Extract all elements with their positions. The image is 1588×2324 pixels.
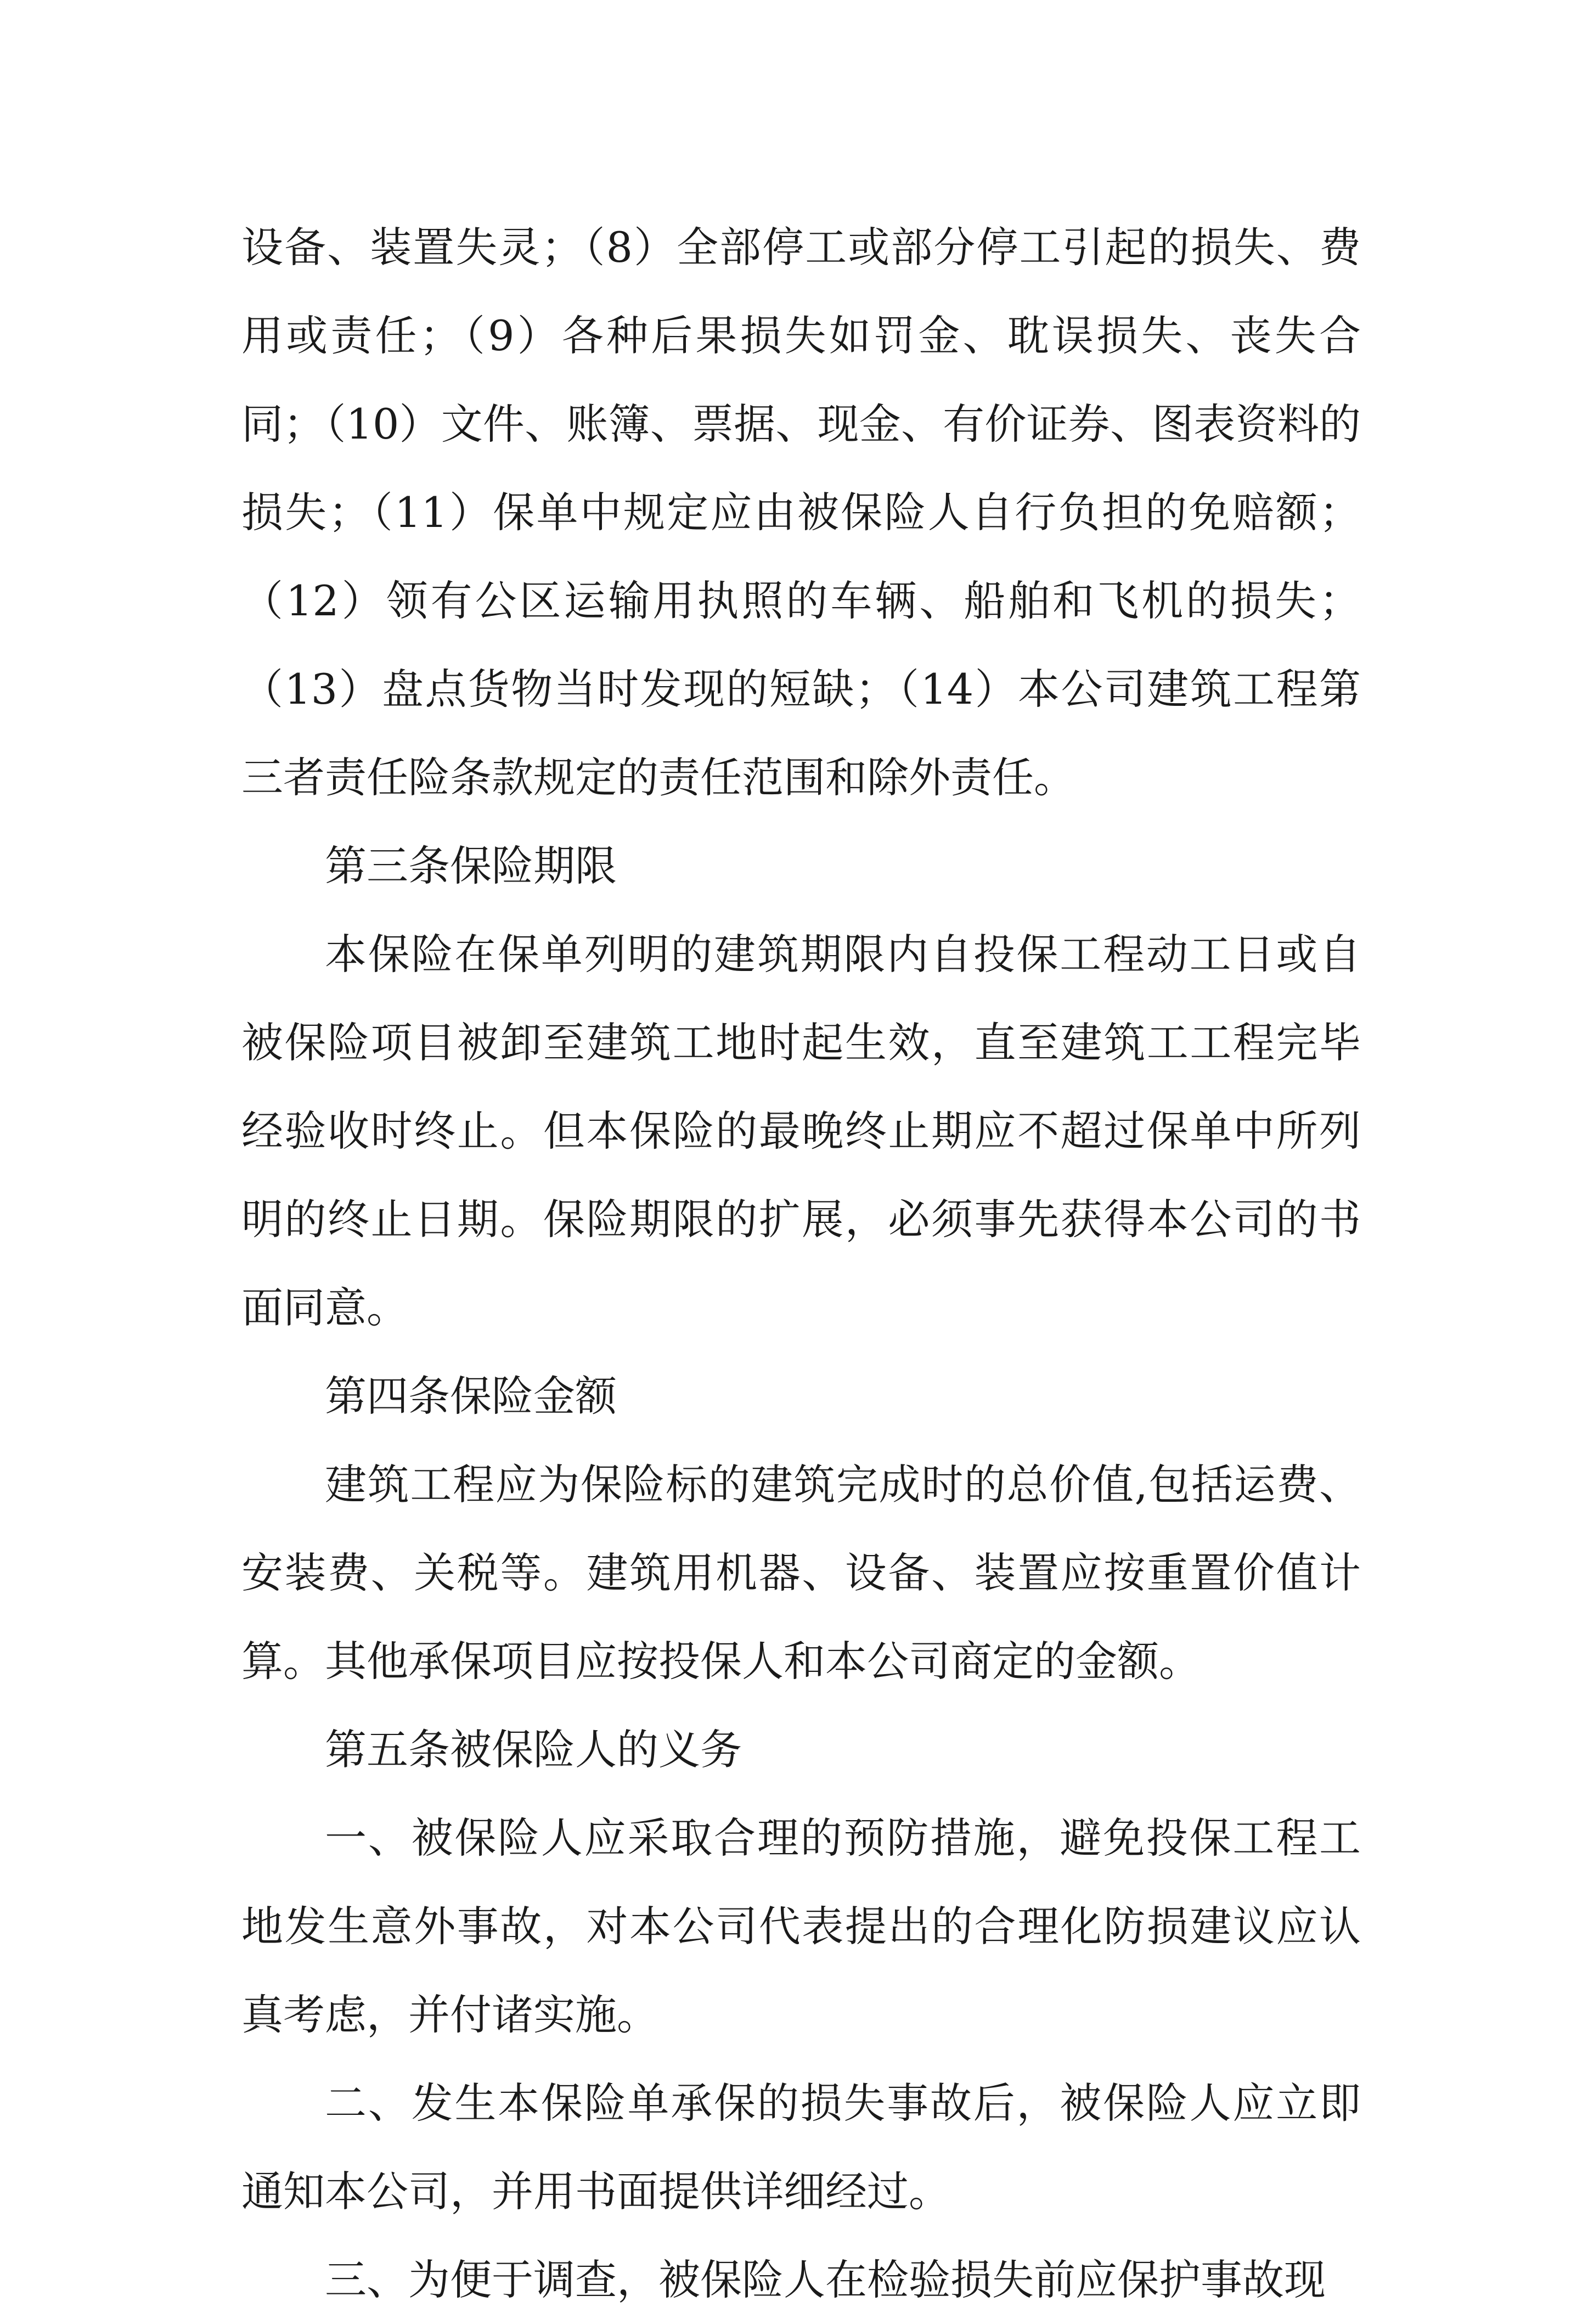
heading-article-5: 第五条被保险人的义务 xyxy=(325,1725,742,1774)
heading-article-3: 第三条保险期限 xyxy=(325,841,617,890)
paragraph-obligation-1: 一、被保险人应采取合理的预防措施，避免投保工程工地发生意外事故，对本公司代表提出的合理化防损建议应认真考虑，并付诸实施。 xyxy=(241,1814,1361,2039)
document-body xyxy=(241,203,1361,2324)
paragraph-insurance-period: 本保险在保单列明的建筑期限内自投保工程动工日或自被保险项目被卸至建筑工地时起生效，直至建筑工工程完毕经验收时终止。但本保险的最晚终止期应不超过保单中所列明的终止日期。保险期限的扩展，必须事先获得本公司的书面同意。 xyxy=(241,930,1361,1332)
paragraph-obligation-3: 三、为便于调查，被保险人在检验损失前应保护事故现 xyxy=(325,2255,1326,2304)
heading-article-4: 第四条保险金额 xyxy=(325,1372,617,1421)
paragraph-insured-amount: 建筑工程应为保险标的建筑完成时的总价值,包括运费、安装费、关税等。建筑用机器、设备、装置应按重置价值计算。其他承保项目应按投保人和本公司商定的金额。 xyxy=(241,1460,1361,1686)
paragraph-obligation-2: 二、发生本保险单承保的损失事故后，被保险人应立即通知本公司，并用书面提供详细经过。 xyxy=(241,2079,1361,2216)
paragraph-exclusions-continued: 设备、装置失灵；（8）全部停工或部分停工引起的损失、费用或责任；（9）各种后果损失如罚金、耽误损失、丧失合同；（10）文件、账簿、票据、现金、有价证券、图表资料的损失；（11）保单中规定应由被保险人自行负担的免赔额；（12）领有公区运输用执照的车辆、船舶和飞机的损失；（13）盘点货物当时发现的短缺；（14）本公司建筑工程第三者责任险条款规定的责任范围和除外责任。 xyxy=(241,223,1361,802)
